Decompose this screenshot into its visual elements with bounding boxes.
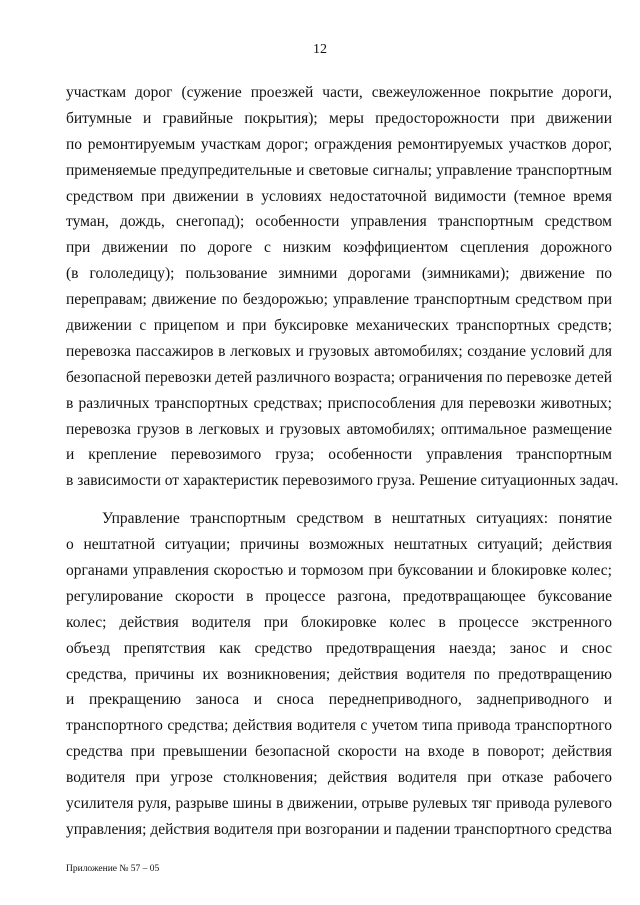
text-line: водителя при угрозе столкновения; действия водителя при отказе рабочего [66,769,612,787]
text-line: колес; действия водителя при блокировке колес в процессе экстренного [66,613,612,631]
text-line: по ремонтируемым участкам дорог; ограждения ремонтируемых участков дорог, [66,135,612,153]
text-line: средства при превышении безопасной скорости на входе в поворот; действия [66,743,612,761]
page-number: 12 [313,42,327,57]
text-line: в различных транспортных средствах; приспособления для перевозки животных; [66,394,612,412]
text-line: средством при движении в условиях недостаточной видимости (темное время [66,187,612,205]
body-text [66,80,619,843]
paragraph-spacer [66,494,612,506]
paragraph-1 [66,80,619,494]
text-line: регулирование скорости в процессе разгона, предотвращающее буксование [66,587,612,605]
text-line: безопасной перевозки детей различного возраста; ограничения по перевозке детей [66,368,612,386]
text-line: объезд препятствия как средство предотвращения наезда; занос и снос [66,639,612,657]
text-line: применяемые предупредительные и световые сигналы; управление транспортным [66,161,612,179]
paragraph-2 [66,506,612,843]
text-line: органами управления скоростью и тормозом при буксовании и блокировке колес; [66,562,612,580]
text-line: переправам; движение по бездорожью; управление транспортным средством при [66,291,612,309]
text-line: при движении по дороге с низким коэффициентом сцепления дорожного [66,239,612,257]
text-line: в зависимости от характеристик перевозимого груза. Решение ситуационных задач. [66,472,619,490]
text-line: перевозка пассажиров в легковых и грузовых автомобилях; создание условий для [66,342,612,360]
text-line: и крепление перевозимого груза; особенности управления транспортным [66,446,612,464]
text-line: перевозка грузов в легковых и грузовых автомобилях; оптимальное размещение [66,420,612,438]
text-line: (в гололедицу); пользование зимними дорогами (зимниками); движение по [66,265,612,283]
text-line: туман, дождь, снегопад); особенности управления транспортным средством [66,213,612,231]
page-footer: Приложение № 57 – 05 [66,864,160,874]
text-line: транспортного средства; действия водителя с учетом типа привода транспортного [66,717,612,735]
text-line: движении с прицепом и при буксировке механических транспортных средств; [66,317,612,335]
text-line: управления; действия водителя при возгорании и падении транспортного средства [66,820,612,838]
text-line: средства, причины их возникновения; действия водителя по предотвращению [66,665,612,683]
text-line: битумные и гравийные покрытия); меры предосторожности при движении [66,109,612,127]
text-line: участкам дорог (сужение проезжей части, свежеуложенное покрытие дороги, [66,84,612,101]
text-line: и прекращению заноса и сноса переднеприводного, заднеприводного и [66,691,612,709]
text-line: о нештатной ситуации; причины возможных нештатных ситуаций; действия [66,536,612,554]
text-line: усилителя руля, разрыве шины в движении, отрыве рулевых тяг привода рулевого [66,795,612,813]
text-line: Управление транспортным средством в нештатных ситуациях: понятие [102,510,612,528]
